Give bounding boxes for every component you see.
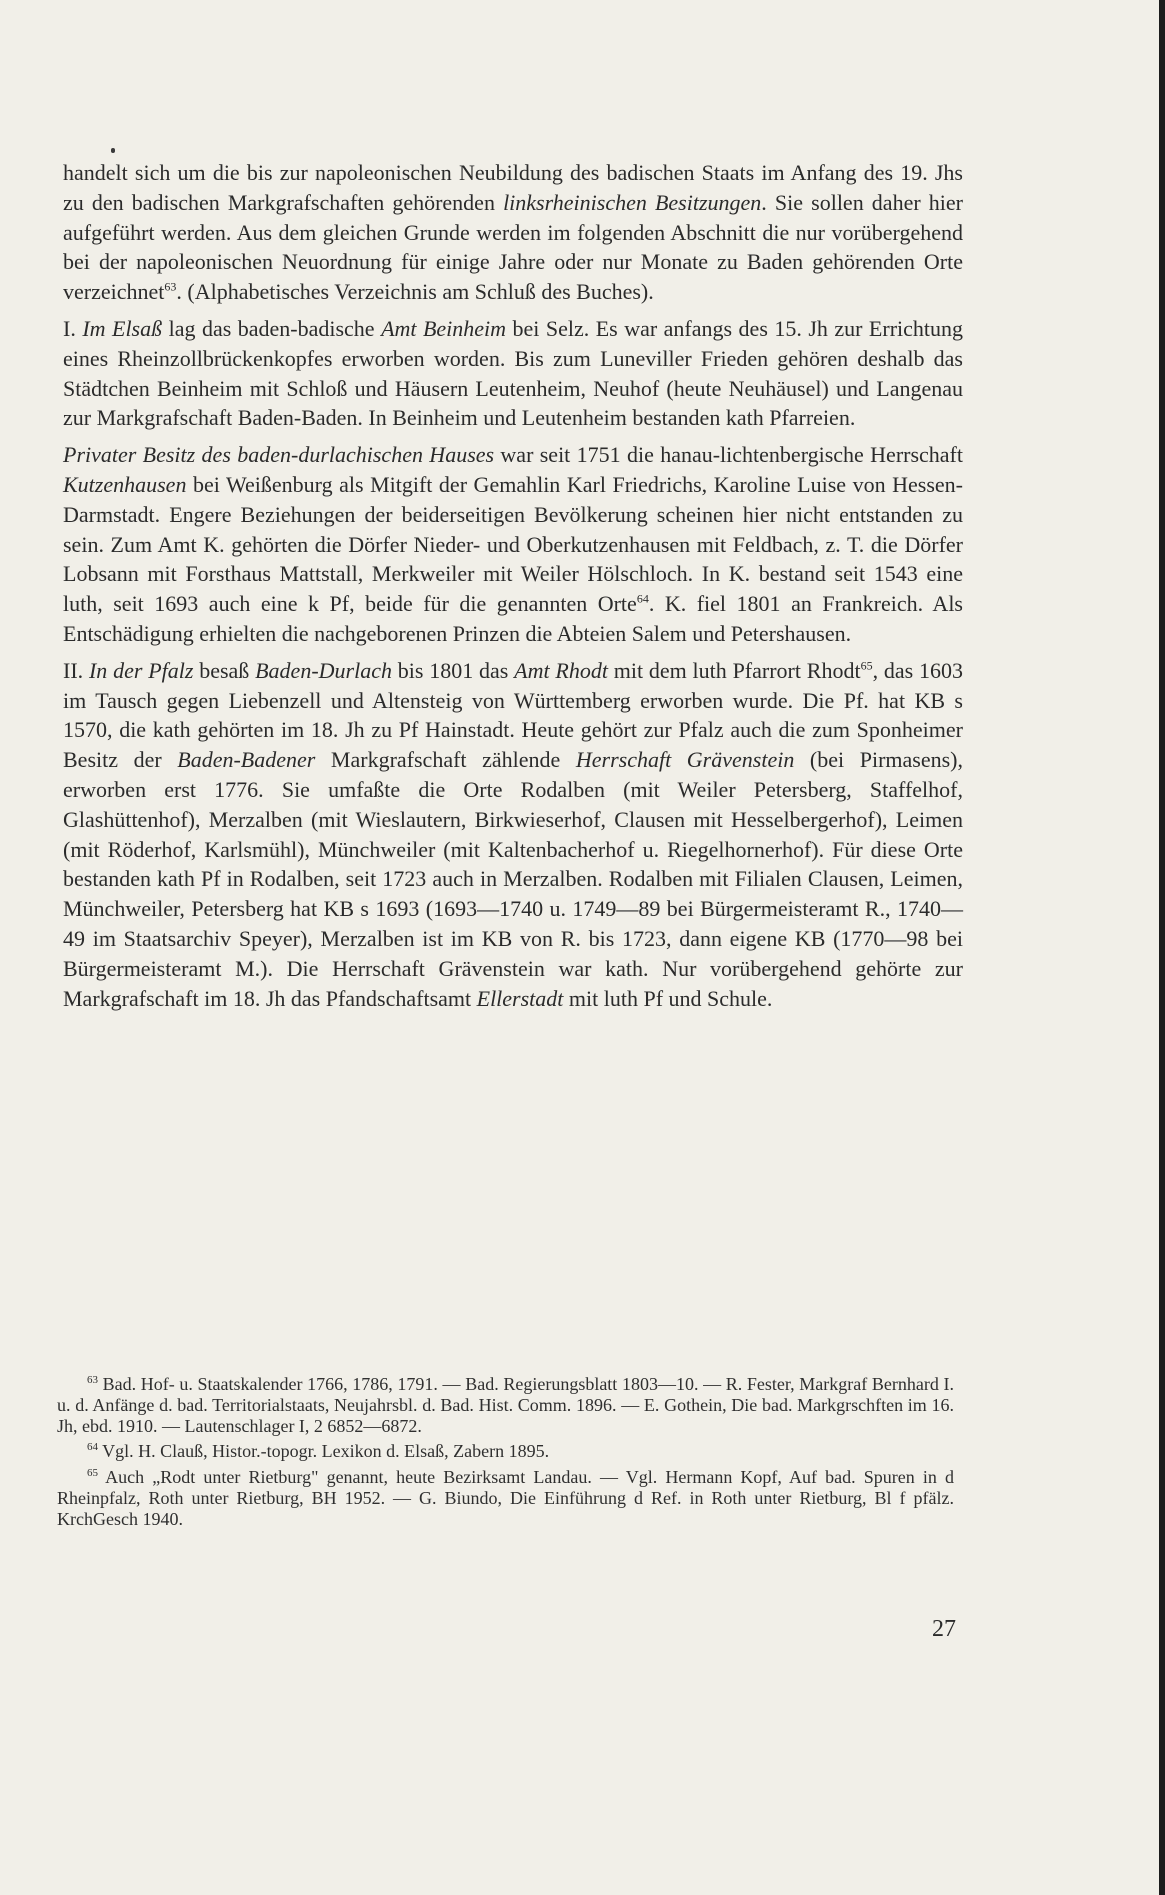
page-number: 27 xyxy=(932,1616,956,1642)
term-privater-besitz: Privater Besitz des baden-durlachischen Hauses xyxy=(63,442,495,468)
paragraph-elsass: I. Im Elsaß lag das baden-badische Amt Beinheim bei Selz. Es war anfangs des 15. Jh zur Errichtung eines Rheinzollbrückenkopfes erworben worden. Bis zum Luneviller Frieden gehören deshalb das Städtchen Beinheim mit Schloß und Häusern Leutenheim, Neuhof (heute Neuhäusel) und Langenau zur Markgrafschaft Baden-Baden. In Beinheim und Leutenheim bestanden kath Pfarreien. xyxy=(63,315,964,431)
term-linksrheinische-besitzungen: linksrheinischen Besitzungen xyxy=(503,189,762,215)
footnote-text: Bad. Hof- u. Staatskalender 1766, 1786, 1791. — Bad. Regierungsblatt 1803—10. — R. Fester, Markgraf Bernhard I. u. d. Anfänge d. bad. Territorialstaats, Neujahrsbl. d. Bad. Hist. Comm. 1896. — E. Gothein, Die bad. Markgrschften im 16. Jh, ebd. 1910. — Lautenschlager I, 2 6852—6872. xyxy=(57,1374,954,1436)
paragraph-pfalz: II. In der Pfalz besaß Baden-Durlach bis 1801 das Amt Rhodt mit dem luth Pfarrort Rhodt$^{65}$, das 1603 im Tausch gegen Liebenzell und Altensteig von Württemberg erworben wurde. Die Pf. hat KB s 1570, die kath gehörten im 18. Jh zu Pf Hainstadt. Heute gehört zur Pfalz auch die zum Sponheimer Besitz der Baden-Badener Markgrafschaft zählende Herrschaft Grävenstein (bei Pirmasens), erworben erst 1776. Sie umfaßte die Orte Rodalben (mit Weiler Petersberg, Staffelhof, Glashüttenhof), Merzalben (mit Wieslautern, Birkwieserhof, Clausen mit Hesselbergerhof), Leimen (mit Röderhof, Karlsmühl), Münchweiler (mit Kaltenbacherhof u. Riegelhornerhof). Für diese Orte bestanden kath Pf in Rodalben, seit 1723 auch in Merzalben. Rodalben mit Filialen Clausen, Leimen, Münchweiler, Petersberg hat KB s 1693 (1693—1740 u. 1749—89 bei Bürgermeisteramt R., 1740—49 im Staatsarchiv Speyer), Merzalben ist im KB von R. bis 1723, dann eigene KB (1770—98 bei Bürgermeisteramt M.). Die Herrschaft Grävenstein war kath. Nur vorübergehend gehörte zur Markgrafschaft im 18. Jh das Pfandschaftsamt Ellerstadt mit luth Pf und Schule. xyxy=(63,657,963,1011)
footnote-ref-65[interactable]: 65 xyxy=(860,658,873,673)
footnote-text: Vgl. H. Clauß, Histor.-topogr. Lexikon d. Elsaß, Zabern 1895. xyxy=(98,1441,550,1462)
term-herrschaft-graevenstein: Herrschaft Grävenstein xyxy=(575,747,795,773)
scan-edge xyxy=(1159,0,1165,1895)
term-amt-rhodt: Amt Rhodt xyxy=(514,657,608,683)
paragraph-intro: handelt sich um die bis zur napoleonischen Neubildung des badischen Staats im Anfang des 19. Jhs zu den badischen Markgrafschaften gehörenden linksrheinischen Besitzungen. Sie sollen daher hier aufgeführt werden. Aus dem gleichen Grunde werden im folgenden Abschnitt die nur vorübergehend bei der napoleonischen Neuordnung für einige Jahre oder nur Monate zu Baden gehörenden Orte verzeichnet$^{63}$. (Alphabetisches Verzeichnis am Schluß des Buches). xyxy=(63,160,963,305)
term-amt-beinheim: Amt Beinheim xyxy=(381,315,507,341)
footnote-64 xyxy=(57,1441,954,1462)
footnote-ref-64[interactable]: 64 xyxy=(636,591,649,606)
footnote-number: 65 xyxy=(87,1467,98,1480)
term-im-elsass: Im Elsaß xyxy=(82,315,163,341)
ink-speck xyxy=(111,148,115,153)
paragraph-privater-besitz: Privater Besitz des baden-durlachischen Hauses war seit 1751 die hanau-lichtenbergische Herrschaft Kutzenhausen bei Weißenburg als Mitgift der Gemahlin Karl Friedrichs, Karoline Luise von Hessen-Darmstadt. Engere Beziehungen der beiderseitigen Bevölkerung scheinen hier nicht entstanden zu sein. Zum Amt K. gehörten die Dörfer Nieder- und Oberkutzenhausen mit Feldbach, z. T. die Dörfer Lobsann mit Forsthaus Mattstall, Merkweiler mit Weiler Hölschloch. In K. bestand seit 1543 eine luth, seit 1693 auch eine k Pf, beide für die genannten Orte$^{64}$. K. fiel 1801 an Frankreich. Als Entschädigung erhielten die nachgeborenen Prinzen die Abteien Salem und Petershausen. xyxy=(63,442,963,646)
footnote-number: 64 xyxy=(87,1441,98,1454)
footnote-ref-63[interactable]: 63 xyxy=(164,279,177,294)
term-kutzenhausen: Kutzenhausen xyxy=(63,471,187,497)
term-ellerstadt: Ellerstadt xyxy=(476,985,564,1011)
body-text xyxy=(63,158,963,1020)
term-baden-badener: Baden-Badener xyxy=(177,747,316,773)
term-in-der-pfalz: In der Pfalz xyxy=(88,657,194,683)
footnote-number: 63 xyxy=(87,1374,98,1386)
footnotes xyxy=(57,1374,954,1535)
footnote-text: Auch „Rodt unter Rietburg" genannt, heute Bezirksamt Landau. — Vgl. Hermann Kopf, Auf bad. Spuren in d Rheinpfalz, Roth unter Rietburg, BH 1952. — G. Biundo, Die Einführung d Ref. in Roth unter Rietburg, Bl f pfälz. KrchGesch 1940. xyxy=(57,1467,954,1529)
footnote-65 xyxy=(57,1467,954,1529)
term-baden-durlach: Baden-Durlach xyxy=(255,657,392,683)
footnote-63 xyxy=(57,1374,954,1436)
